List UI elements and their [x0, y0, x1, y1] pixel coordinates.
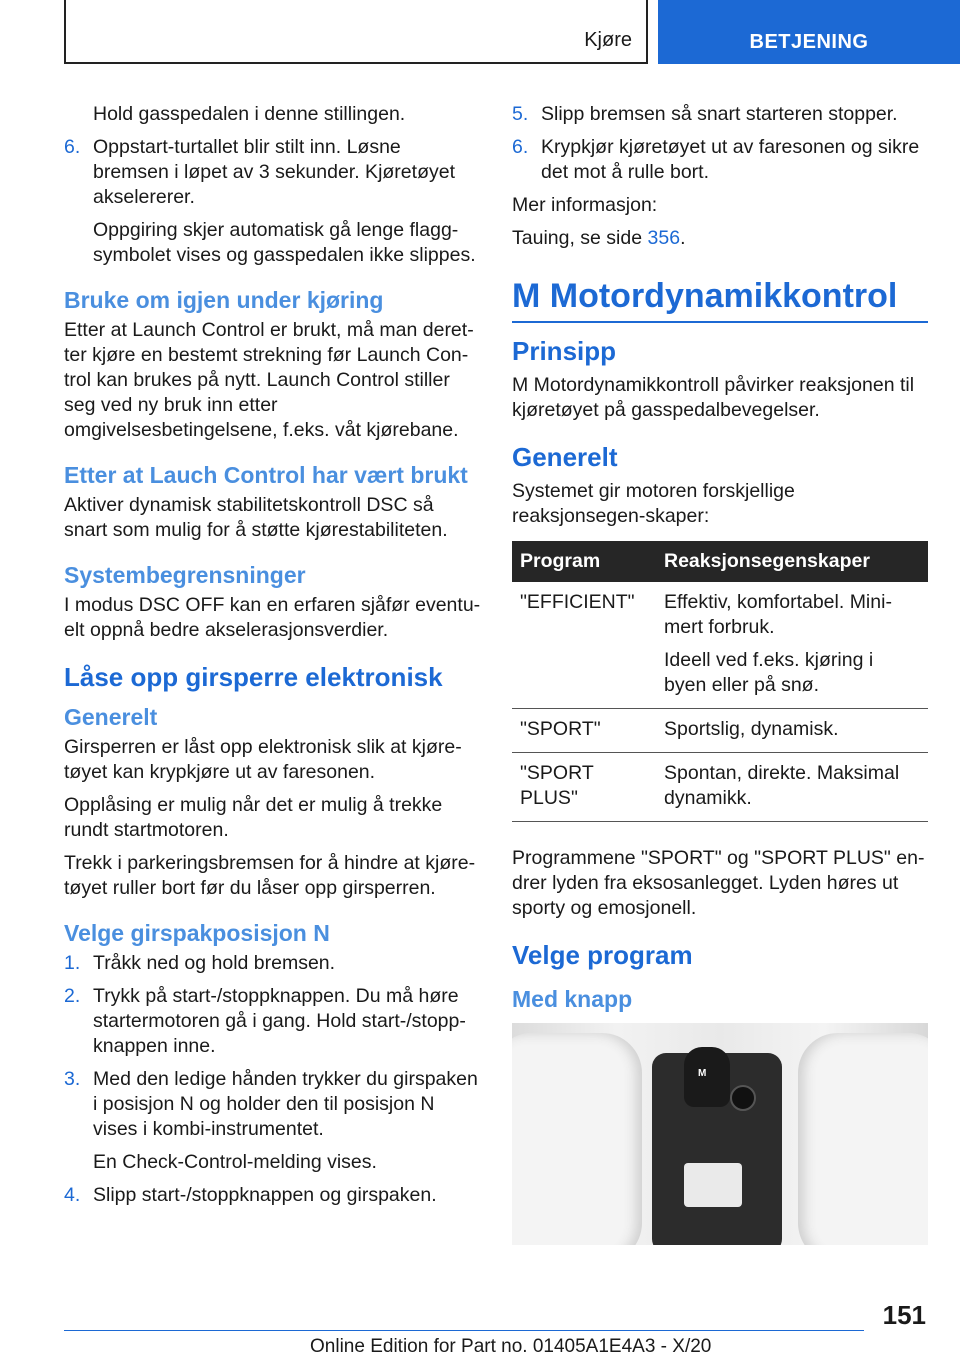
paragraph-system-limits: I modus DSC OFF kan en erfaren sjåfør eventu-elt oppnå bedre akselerasjonsverdier.	[64, 594, 481, 641]
m-logo: M	[698, 1068, 707, 1079]
step-note: En Check-Control-melding vises.	[93, 1151, 377, 1173]
table-cell-description	[656, 582, 928, 709]
description-line: Ideell ved f.eks. kjøring i byen eller på snø.	[664, 649, 874, 696]
table-cell-program: "SPORT"	[512, 709, 656, 753]
header-section-box	[64, 0, 648, 64]
header-chapter-box	[658, 0, 960, 64]
towing-prefix: Tauing, se side	[512, 227, 648, 249]
step-number: 3.	[64, 1068, 81, 1090]
step-note: Oppgiring skjer automatisk gå lenge flagg-symbolet vises og gasspedalen ikke slippes.	[93, 219, 476, 266]
touchpad-shape	[684, 1163, 742, 1207]
gear-lever-shape	[684, 1047, 730, 1107]
program-table	[512, 541, 928, 822]
heading-after-use: Etter at Lauch Control har vært brukt	[64, 462, 468, 488]
paragraph-principle: M Motordynamikkontroll påvirker reaksjonen til kjøretøyet på gasspedalbevegelser.	[512, 374, 915, 421]
right-column	[512, 102, 928, 1245]
step-number: 1.	[64, 952, 81, 974]
step-4	[64, 1183, 482, 1208]
step-6-right	[512, 135, 928, 185]
controller-dial-shape	[730, 1085, 756, 1111]
paragraph-general-1: Girsperren er låst opp elektronisk slik at kjøre-tøyet kan krypkjøre ut av faresonen.	[64, 736, 462, 783]
table-row	[512, 709, 928, 753]
step-number: 2.	[64, 985, 81, 1007]
towing-page-link[interactable]: 356	[647, 227, 681, 249]
heading-reuse: Bruke om igjen under kjøring	[64, 287, 384, 313]
heading-system-limits: Systembegrensninger	[64, 562, 306, 588]
step-number: 6.	[512, 136, 529, 158]
heading-select-program: Velge program	[512, 940, 693, 970]
header-chapter-title: BETJENING	[749, 31, 869, 53]
step-6	[64, 135, 482, 268]
step-1	[64, 951, 482, 976]
table-header-program: Program	[512, 541, 656, 582]
table-cell-description	[656, 709, 928, 753]
paragraph-general-2: Opplåsing er mulig når det er mulig å trekke rundt startmotoren.	[64, 794, 443, 841]
header-section-title: Kjøre	[584, 29, 632, 51]
table-cell-program: "SPORT PLUS"	[512, 753, 656, 822]
heading-principle: Prinsipp	[512, 336, 617, 366]
heading-select-neutral: Velge girspakposisjon N	[64, 920, 330, 946]
paragraph-reuse: Etter at Launch Control er brukt, må man deret-ter kjøre en bestemt strekning før Launch Con-trol kan brukes på nytt. Launch Control stiller seg ved ny bruk inn etter omgivelsesbetingelsene, f.eks. våt kjørebane.	[64, 319, 474, 441]
step-text: Med den ledige hånden trykker du girspaken i posisjon N og holder den til posisjon N vises i kombi-instrumentet.	[93, 1068, 478, 1140]
step-5-continuation: Hold gasspedalen i denne stillingen.	[93, 103, 406, 125]
edition-text: Online Edition for Part no. 01405A1E4A3 - X/20	[310, 1336, 712, 1357]
table-cell-program: "EFFICIENT"	[512, 582, 656, 709]
description-line: Effektiv, komfortabel. Mini-mert forbruk.	[664, 591, 892, 638]
step-5	[512, 102, 928, 127]
paragraph-general-3: Trekk i parkeringsbremsen for å hindre at kjøre-tøyet ruller bort før du låser opp girsperren.	[64, 852, 476, 899]
table-cell-description	[656, 753, 928, 822]
heading-unlock-gear-lock: Låse opp girsperre elektronisk	[64, 662, 443, 692]
heading-m-engine-dynamics: M Motordynamikkontrol	[512, 275, 928, 323]
step-text: Slipp start-/stoppknappen og girspaken.	[93, 1184, 437, 1206]
towing-suffix: .	[680, 227, 686, 249]
left-column	[64, 102, 482, 1216]
seat-right-shape	[798, 1033, 928, 1245]
step-number: 6.	[64, 136, 81, 158]
footer-divider	[64, 1330, 864, 1331]
step-text: Trykk på start-/stoppknappen. Du må høre startermotoren gå i gang. Hold start-/stopp-knappen inne.	[93, 985, 466, 1057]
more-info-label: Mer informasjon:	[512, 194, 658, 216]
table-header-characteristics: Reaksjonsegenskaper	[656, 541, 928, 582]
center-console-photo	[512, 1023, 928, 1245]
table-row	[512, 582, 928, 709]
towing-reference	[512, 226, 928, 251]
step-2	[64, 984, 482, 1059]
heading-general-left: Generelt	[64, 704, 158, 730]
heading-general-right: Generelt	[512, 442, 618, 472]
step-number: 4.	[64, 1184, 81, 1206]
paragraph-after-use: Aktiver dynamisk stabilitetskontroll DSC så snart som mulig for å støtte kjørestabiliteten.	[64, 494, 448, 541]
paragraph-sound: Programmene "SPORT" og "SPORT PLUS" en-drer lyden fra eksosanlegget. Lyden høres ut sporty og emosjonell.	[512, 847, 925, 919]
description-line: Sportslig, dynamisk.	[664, 718, 839, 740]
step-text: Tråkk ned og hold bremsen.	[93, 952, 336, 974]
step-number: 5.	[512, 103, 529, 125]
heading-with-button: Med knapp	[512, 986, 633, 1012]
table-row	[512, 753, 928, 822]
paragraph-general-right: Systemet gir motoren forskjellige reaksjonsegen-skaper:	[512, 480, 795, 527]
step-text: Krypkjør kjøretøyet ut av faresonen og sikre det mot å rulle bort.	[541, 136, 920, 183]
step-3	[64, 1067, 482, 1175]
step-text: Slipp bremsen så snart starteren stopper.	[541, 103, 898, 125]
page-number: 151	[882, 1300, 926, 1330]
description-line: Spontan, direkte. Maksimal dynamikk.	[664, 762, 900, 809]
seat-left-shape	[512, 1033, 642, 1245]
step-text: Oppstart-turtallet blir stilt inn. Løsne bremsen i løpet av 3 sekunder. Kjøretøyet akselererer.	[93, 136, 455, 208]
